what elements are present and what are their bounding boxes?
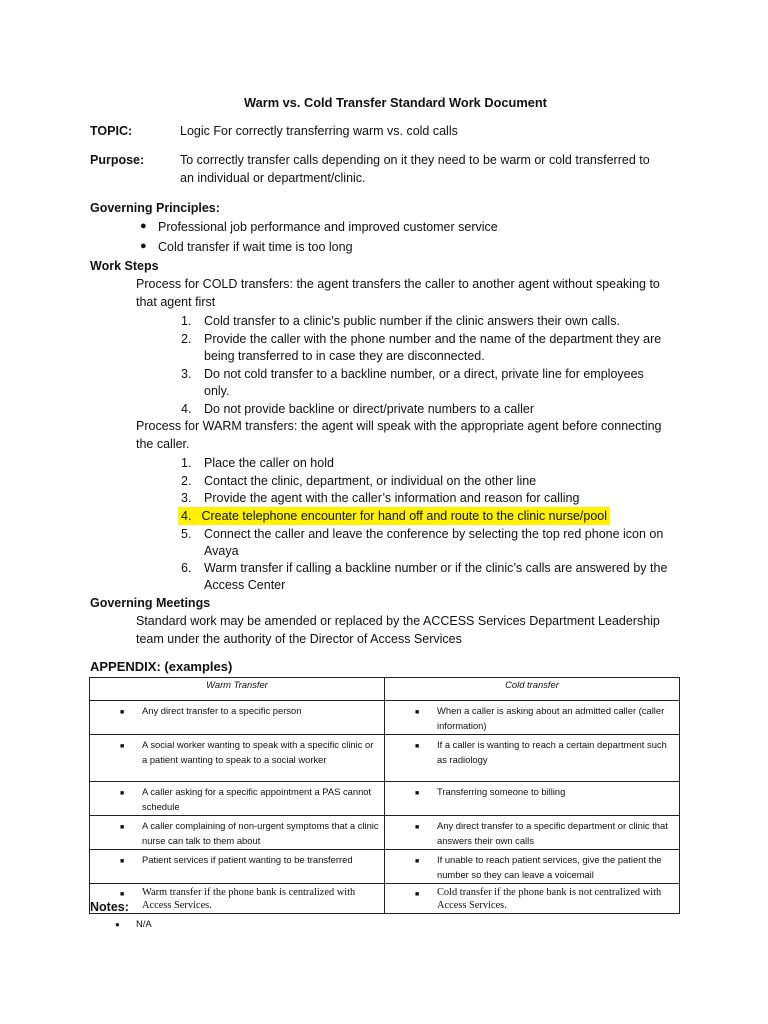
work-steps-heading: Work Steps — [90, 259, 159, 273]
square-bullet-icon: ■ — [120, 790, 125, 797]
table-row — [90, 782, 680, 816]
highlighted-step — [178, 507, 610, 525]
warm-step-text-cont: Avaya — [204, 544, 239, 558]
note-item: N/A — [136, 918, 152, 929]
cold-step-number: 1. — [181, 314, 192, 328]
table-cell — [90, 735, 385, 782]
table-row — [90, 701, 680, 735]
warm-step-number: 5. — [181, 527, 192, 541]
column-header: Cold transfer — [385, 678, 680, 701]
table-cell — [90, 850, 385, 884]
appendix-table — [89, 677, 680, 914]
cold-step-number: 3. — [181, 367, 192, 381]
table-cell — [385, 850, 680, 884]
square-bullet-icon: ■ — [120, 709, 125, 716]
table-cell — [90, 701, 385, 735]
table-row — [90, 816, 680, 850]
meetings-line-1: Standard work may be amended or replaced by the ACCESS Services Department Leadership — [136, 614, 660, 628]
table-row — [90, 735, 680, 782]
warm-step-text: Contact the clinic, department, or individual on the other line — [204, 474, 537, 488]
purpose-line-1: To correctly transfer calls depending on it they need to be warm or cold transferred to — [180, 153, 650, 167]
cell-text: A social worker wanting to speak with a specific clinic or a patient wanting to speak to a social worker — [142, 739, 374, 765]
table-cell — [385, 701, 680, 735]
table-cell — [385, 782, 680, 816]
topic-label: TOPIC: — [90, 124, 133, 138]
table-cell — [385, 884, 680, 914]
bullet-dot: ● — [140, 220, 147, 232]
bullet-dot: ● — [115, 920, 120, 929]
bullet-dot: ● — [140, 240, 147, 252]
square-bullet-icon: ■ — [415, 824, 420, 831]
cold-intro-line-1: Process for COLD transfers: the agent transfers the caller to another agent without speaking to — [136, 277, 660, 291]
cold-step-text: Do not provide backline or direct/private numbers to a caller — [204, 402, 535, 416]
document-title: Warm vs. Cold Transfer Standard Work Document — [244, 95, 547, 110]
warm-step-text: Provide the agent with the caller’s information and reason for calling — [204, 491, 580, 505]
cold-step-text: Do not cold transfer to a backline number, or a direct, private line for employees — [204, 367, 644, 381]
cold-step-text: Provide the caller with the phone number and the name of the department they are — [204, 332, 662, 346]
warm-step-number: 6. — [181, 561, 192, 575]
cold-step-number: 4. — [181, 402, 192, 416]
cell-text: A caller asking for a specific appointment a PAS cannot schedule — [142, 786, 372, 812]
cold-step-number: 2. — [181, 332, 192, 346]
governing-meetings-heading: Governing Meetings — [90, 596, 211, 610]
cell-text: Cold transfer if the phone bank is not centralized with Access Services. — [437, 887, 662, 911]
square-bullet-icon: ■ — [120, 824, 125, 831]
meetings-line-2: team under the authority of the Director of Access Services — [136, 632, 462, 646]
warm-step-number: 4. — [181, 509, 192, 523]
table-cell — [90, 816, 385, 850]
cell-text: When a caller is asking about an admitted caller (caller information) — [437, 705, 665, 731]
table-cell — [90, 782, 385, 816]
warm-intro-line-2: the caller. — [136, 437, 190, 451]
table-cell — [385, 735, 680, 782]
table-cell — [385, 816, 680, 850]
cold-intro-line-2: that agent first — [136, 295, 216, 309]
cell-text: If a caller is wanting to reach a certain department such as radiology — [437, 739, 667, 765]
cold-step-text-cont: only. — [204, 384, 230, 398]
square-bullet-icon: ■ — [415, 858, 420, 865]
cell-text: Warm transfer if the phone bank is centralized with Access Services. — [142, 887, 356, 911]
warm-step-text-cont: Access Center — [204, 578, 286, 592]
square-bullet-icon: ■ — [415, 743, 420, 750]
cell-text: Patient services if patient wanting to be transferred — [142, 854, 353, 865]
cell-text: Any direct transfer to a specific person — [142, 705, 302, 716]
cold-step-text: Cold transfer to a clinic’s public number if the clinic answers their own calls. — [204, 314, 620, 328]
warm-step-number: 2. — [181, 474, 192, 488]
table-row — [90, 850, 680, 884]
cold-step-text-cont: being transferred to in case they are disconnected. — [204, 349, 485, 363]
square-bullet-icon: ■ — [415, 790, 420, 797]
cell-text: Transferring someone to billing — [437, 786, 566, 797]
notes-heading: Notes: — [90, 900, 129, 914]
cell-text: If unable to reach patient services, give the patient the number so they can leave a voicemail — [437, 854, 662, 880]
purpose-label: Purpose: — [90, 153, 145, 167]
warm-step-text: Warm transfer if calling a backline number or if the clinic’s calls are answered by the — [204, 561, 668, 575]
square-bullet-icon: ■ — [120, 890, 125, 898]
table-cell — [90, 884, 385, 914]
warm-step-number: 3. — [181, 491, 192, 505]
column-header: Warm Transfer — [90, 678, 385, 701]
square-bullet-icon: ■ — [415, 890, 420, 898]
square-bullet-icon: ■ — [120, 858, 125, 865]
square-bullet-icon: ■ — [120, 743, 125, 750]
cell-text: Any direct transfer to a specific department or clinic that answers their own calls — [437, 820, 668, 846]
appendix-heading: APPENDIX: (examples) — [90, 659, 233, 674]
cell-text: A caller complaining of non-urgent symptoms that a clinic nurse can talk to them about — [142, 820, 379, 846]
governing-principles-heading: Governing Principles: — [90, 201, 220, 215]
warm-step-text: Create telephone encounter for hand off and route to the clinic nurse/pool — [201, 509, 608, 523]
warm-intro-line-1: Process for WARM transfers: the agent will speak with the appropriate agent before connecting — [136, 419, 662, 433]
table-header-row — [90, 678, 680, 701]
square-bullet-icon: ■ — [415, 709, 420, 716]
principle-item: Professional job performance and improved customer service — [158, 220, 498, 234]
warm-step-text: Place the caller on hold — [204, 456, 334, 470]
topic-text: Logic For correctly transferring warm vs. cold calls — [180, 124, 458, 138]
principle-item: Cold transfer if wait time is too long — [158, 240, 353, 254]
warm-step-text: Connect the caller and leave the conference by selecting the top red phone icon on — [204, 527, 664, 541]
table-row — [90, 884, 680, 914]
purpose-line-2: an individual or department/clinic. — [180, 171, 366, 185]
warm-step-number: 1. — [181, 456, 192, 470]
